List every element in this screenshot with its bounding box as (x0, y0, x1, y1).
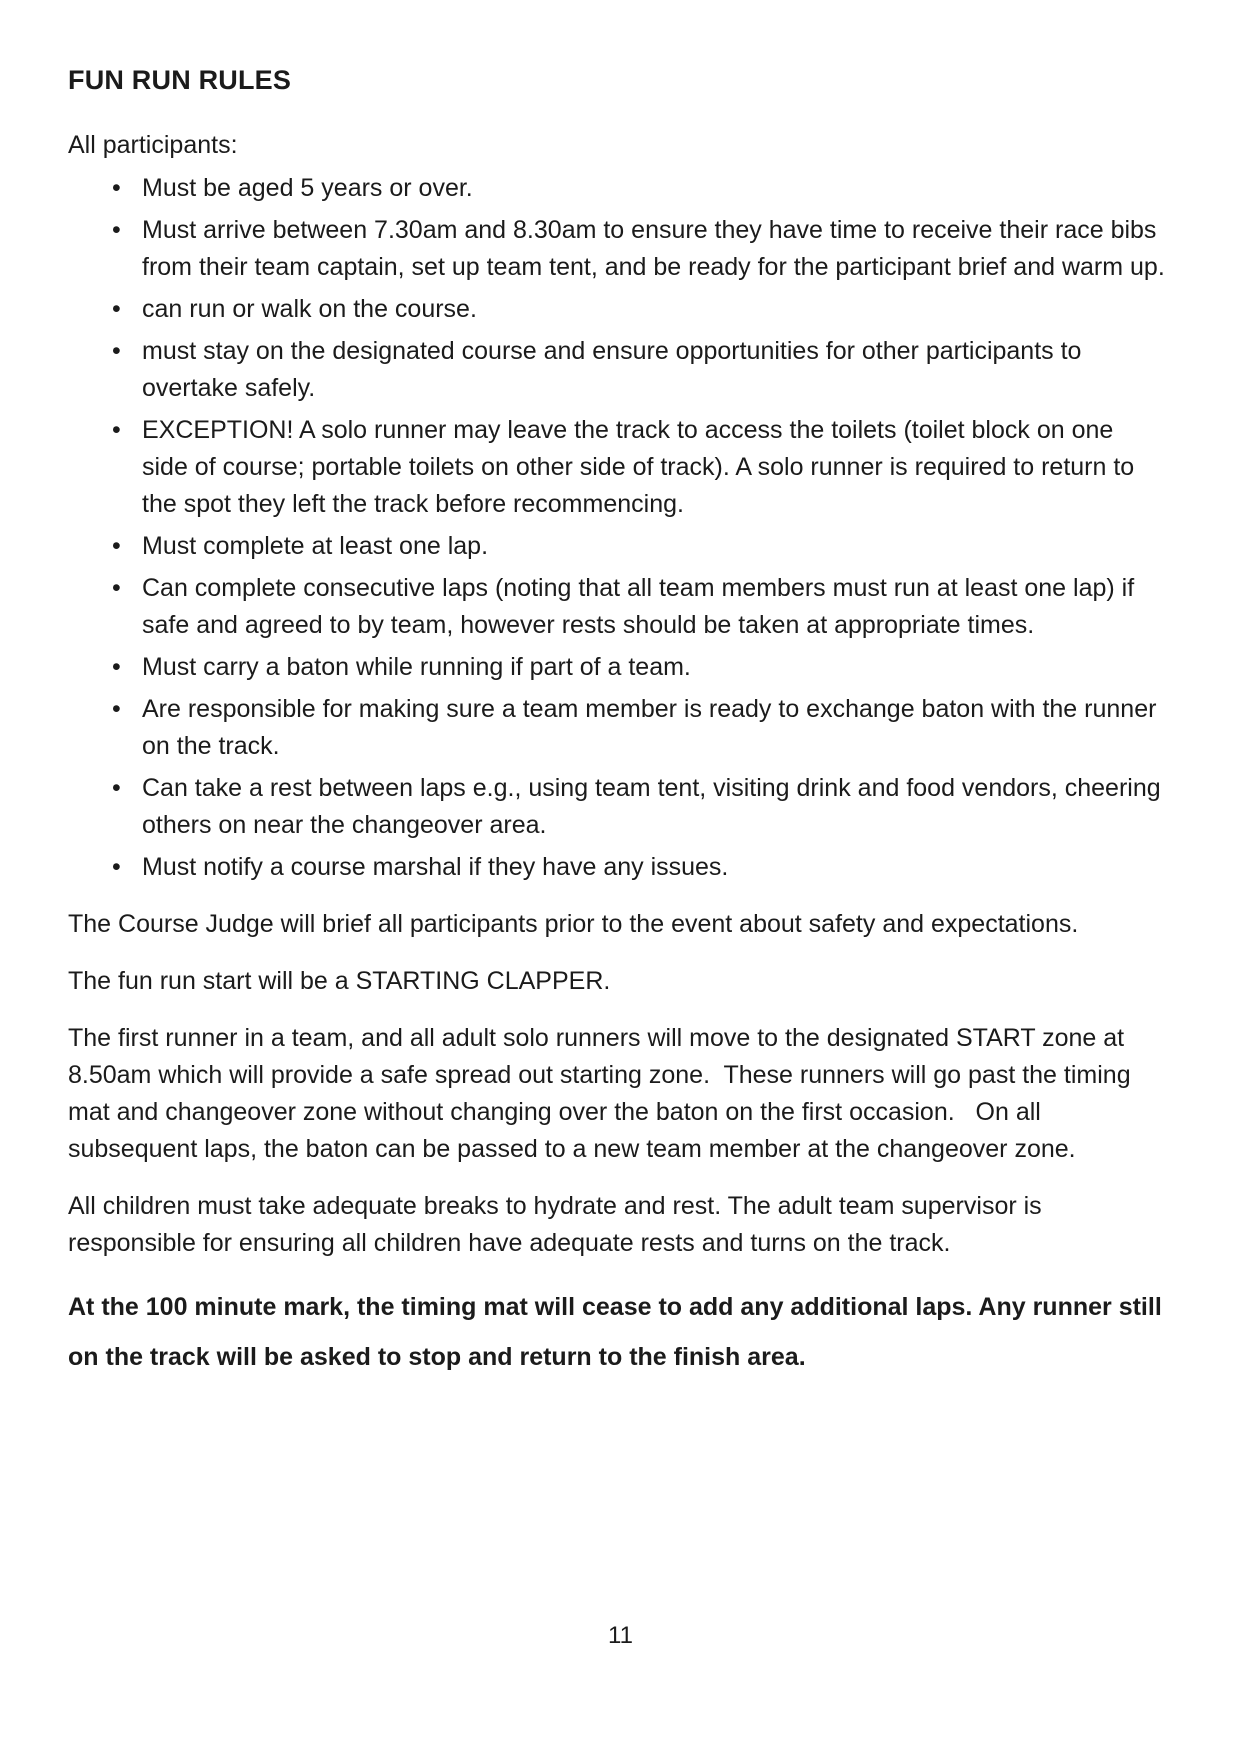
paragraph-judge-brief: The Course Judge will brief all participants prior to the event about safety and expectations. (68, 910, 1079, 938)
rule-item-text: must stay on the designated course and ensure opportunities for other participants to overtake safely. (142, 337, 1089, 402)
rule-item (68, 212, 1165, 286)
rule-item-text: Must notify a course marshal if they have any issues. (142, 853, 729, 881)
bullet-icon: • (112, 574, 121, 602)
bullet-icon: • (112, 295, 121, 323)
page-number: 11 (608, 1622, 633, 1649)
rule-item (68, 849, 1165, 886)
rule-item-text: can run or walk on the course. (142, 295, 477, 323)
paragraph-children-breaks: All children must take adequate breaks to hydrate and rest. The adult team supervisor is responsible for ensuring all children have adequate rests and turns on the track. (68, 1192, 1049, 1257)
rule-item (68, 691, 1165, 765)
intro-paragraph: All participants: (68, 131, 238, 159)
rules-list (68, 170, 1168, 886)
rule-item-text: Must arrive between 7.30am and 8.30am to ensure they have time to receive their race bibs from their team captain, set up team tent, and be ready for the participant brief and warm up. (142, 216, 1165, 281)
rule-item (68, 770, 1168, 844)
rule-item-text: Must be aged 5 years or over. (142, 174, 473, 202)
bullet-icon: • (112, 174, 121, 202)
rule-item-text: Must carry a baton while running if part of a team. (142, 653, 691, 681)
paragraph-first-runner: The first runner in a team, and all adult solo runners will move to the designated START zone at 8.50am which will provide a safe spread out starting zone. These runners will go past the timing mat and changeover zone without changing over the baton on the first occasion. On all subsequent laps, the baton can be passed to a new team member at the changeover zone. (68, 1024, 1138, 1163)
paragraph-time-limit: At the 100 minute mark, the timing mat will cease to add any additional laps. Any runner still on the track will be asked to stop and return to the finish area. (68, 1293, 1169, 1371)
bullet-icon: • (112, 532, 121, 560)
rule-item (68, 528, 1165, 565)
rule-item-text: Are responsible for making sure a team member is ready to exchange baton with the runner on the track. (142, 695, 1164, 760)
bullet-icon: • (112, 337, 121, 365)
rule-item-text: Must complete at least one lap. (142, 532, 489, 560)
rule-item (68, 291, 1165, 328)
page-title: FUN RUN RULES (68, 65, 292, 95)
rule-item (68, 170, 1165, 207)
bullet-icon: • (112, 853, 121, 881)
rule-item (68, 412, 1165, 523)
rule-item (68, 570, 1165, 644)
paragraph-start-signal: The fun run start will be a STARTING CLAPPER. (68, 967, 611, 995)
bullet-icon: • (112, 695, 121, 723)
rule-item-text: Can take a rest between laps e.g., using team tent, visiting drink and food vendors, cheering others on near the changeover area. (142, 774, 1168, 839)
rule-item (68, 649, 1165, 686)
rule-item (68, 333, 1165, 407)
rule-item-text: Can complete consecutive laps (noting that all team members must run at least one lap) if safe and agreed to by team, however rests should be taken at appropriate times. (142, 574, 1142, 639)
bullet-icon: • (112, 416, 121, 444)
bullet-icon: • (112, 216, 121, 244)
rule-item-text: EXCEPTION! A solo runner may leave the track to access the toilets (toilet block on one side of course; portable toilets on other side of track). A solo runner is required to return to the spot they left the track before recommencing. (142, 416, 1142, 518)
bullet-icon: • (112, 774, 121, 802)
bullet-icon: • (112, 653, 121, 681)
